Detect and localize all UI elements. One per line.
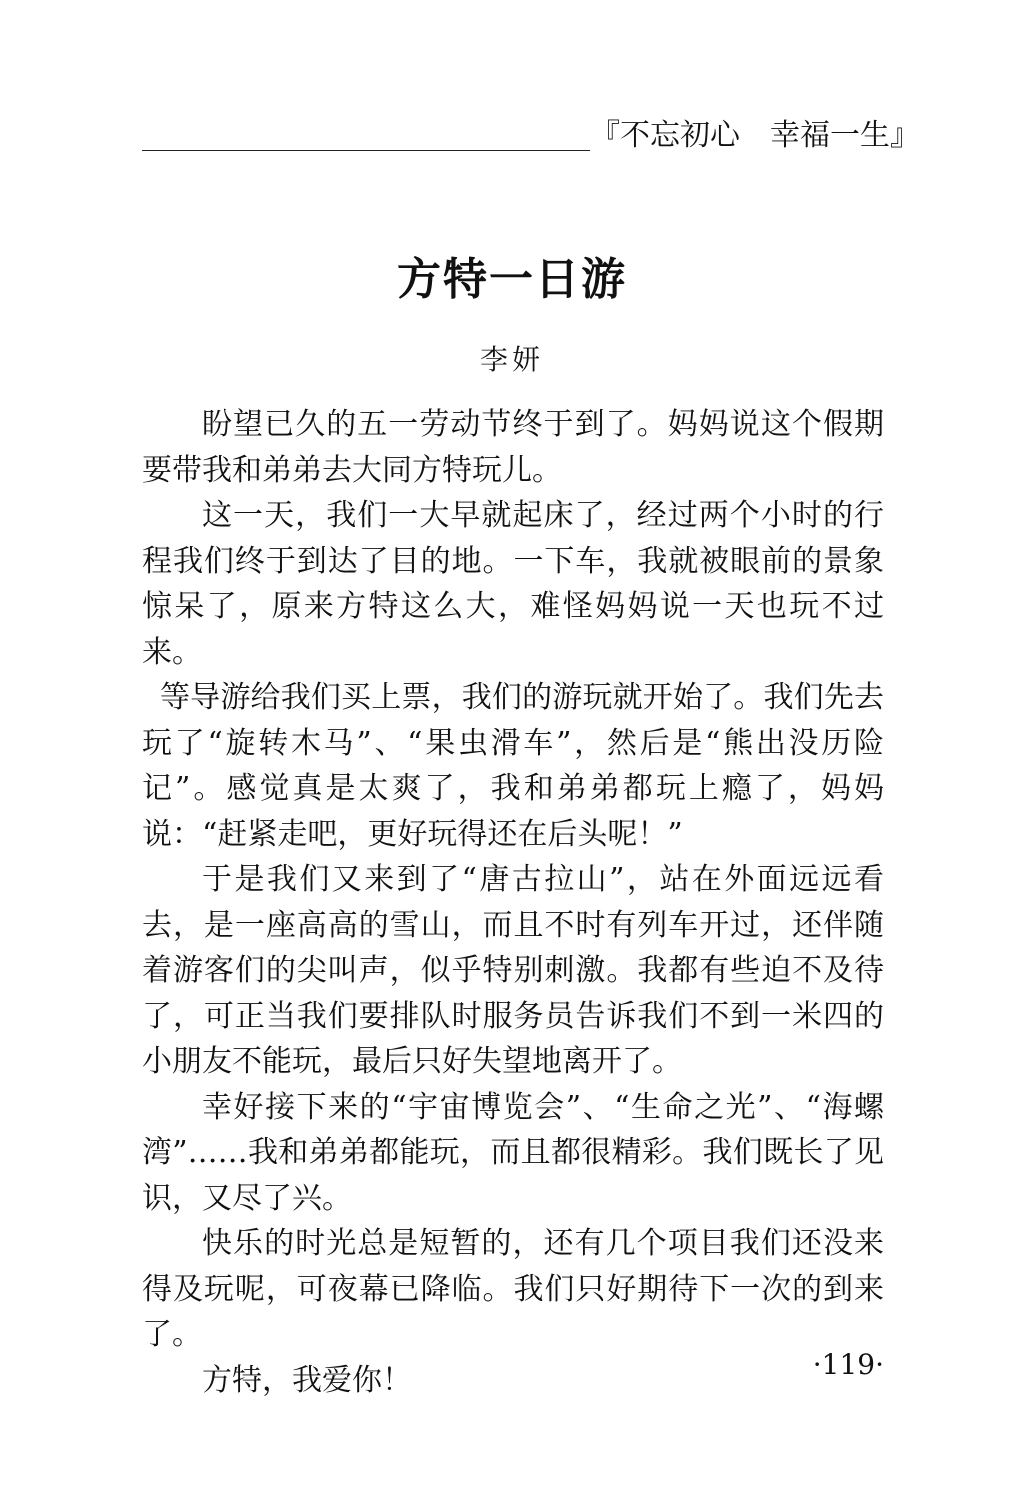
paragraph: 快乐的时光总是短暂的，还有几个项目我们还没来得及玩呢，可夜幕已降临。我们只好期待下一次的到来了。 (142, 1226, 884, 1352)
paragraph: 于是我们又来到了“唐古拉山”，站在外面远远看去，是一座高高的雪山，而且不时有列车开过，还伴随着游客们的尖叫声，似乎特别刺激。我都有些迫不及待了，可正当我们要排队时服务员告诉我们不到一米四的小朋友不能玩，最后只好失望地离开了。 (142, 862, 884, 1079)
paragraph: 幸好接下来的“宇宙博览会”、“生命之光”、“海螺湾”……我和弟弟都能玩，而且都很精彩。我们既长了见识，又尽了兴。 (142, 1089, 884, 1216)
author-name: 李妍 (479, 343, 544, 376)
page-number: ·119· (812, 1348, 884, 1381)
paragraph: 盼望已久的五一劳动节终于到了。妈妈说这个假期要带我和弟弟去大同方特玩儿。 (142, 407, 884, 488)
paragraph: 等导游给我们买上票，我们的游玩就开始了。我们先去玩了“旋转木马”、“果虫滑车”，然后是“熊出没历险记”。感觉真是太爽了，我和弟弟都玩上瘾了，妈妈说：“赶紧走吧，更好玩得还在后头呢！” (142, 680, 884, 852)
article-title: 方特一日游 (397, 254, 627, 305)
running-header: 『不忘初心 幸福一生』 (590, 118, 920, 153)
paragraph: 方特，我爱你！ (202, 1362, 412, 1398)
paragraph: 这一天，我们一大早就起床了，经过两个小时的行程我们终于到达了目的地。一下车，我就被眼前的景象惊呆了，原来方特这么大，难怪妈妈说一天也玩不过来。 (142, 498, 884, 670)
header-rule (142, 150, 590, 151)
article-body (142, 402, 884, 1403)
